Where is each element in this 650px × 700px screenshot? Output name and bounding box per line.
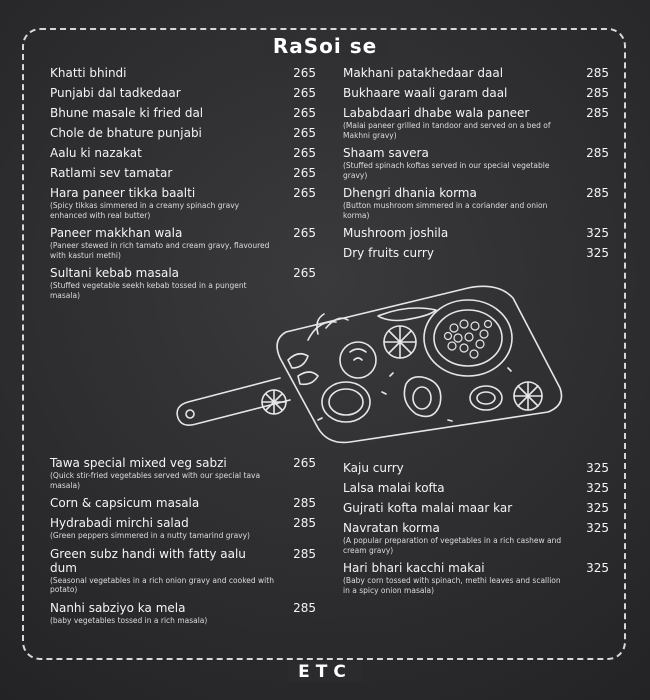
menu-item xyxy=(343,86,611,100)
menu-item-name: Navratan korma xyxy=(343,521,440,535)
menu-item xyxy=(343,561,611,595)
menu-item xyxy=(343,186,611,220)
menu-item-price: 285 xyxy=(293,546,316,561)
menu-item-description: (Stuffed vegetable seekh kebab tossed in a pungent masala) xyxy=(50,281,247,300)
menu-item xyxy=(50,86,318,100)
menu-item-description: (Malai paneer grilled in tandoor and served on a bed of Makhni gravy) xyxy=(343,121,551,140)
menu-item-description: (Quick stir-fried vegetables served with our special tava masala) xyxy=(50,471,261,490)
menu-item-description: (Button mushroom simmered in a coriander and onion korma) xyxy=(343,201,548,220)
menu-item-name: Bhune masale ki fried dal xyxy=(50,106,204,120)
menu-item-name: Hydrabadi mirchi salad xyxy=(50,516,189,530)
menu-item xyxy=(50,106,318,120)
menu-item-name: Sultani kebab masala xyxy=(50,266,180,280)
menu-column-left-bottom xyxy=(50,456,318,631)
menu-item xyxy=(343,501,611,515)
menu-item-description: (A popular preparation of vegetables in a rich cashew and cream gravy) xyxy=(343,536,562,555)
menu-item-price: 325 xyxy=(586,461,609,475)
title-wrap xyxy=(0,34,650,58)
menu-item-name: Hara paneer tikka baalti xyxy=(50,186,196,200)
menu-item-name: Ratlami sev tamatar xyxy=(50,166,173,180)
menu-item xyxy=(343,146,611,180)
menu-item-price: 265 xyxy=(293,146,316,160)
menu-item xyxy=(50,456,318,490)
menu-item-name: Makhani patakhedaar daal xyxy=(343,66,504,80)
menu-column-left-top xyxy=(50,66,318,306)
menu-item-description: (Seasonal vegetables in a rich onion gravy and cooked with potato) xyxy=(50,575,274,594)
menu-item-name: Lalsa malai kofta xyxy=(343,481,445,495)
menu-item xyxy=(50,126,318,140)
menu-item xyxy=(343,481,611,495)
menu-column-right-top xyxy=(343,66,611,266)
menu-item-name: Kaju curry xyxy=(343,461,404,475)
menu-item-description: (Green peppers simmered in a nutty tamarind gravy) xyxy=(50,531,250,540)
menu-item-price: 285 xyxy=(586,66,609,80)
menu-item-description: (baby vegetables tossed in a rich masala) xyxy=(50,615,208,625)
menu-item-price: 285 xyxy=(293,600,316,615)
menu-item-price: 325 xyxy=(586,481,609,495)
menu-item-name: Dhengri dhania korma xyxy=(343,186,477,200)
footer-text: ETC xyxy=(288,662,362,682)
menu-item xyxy=(50,601,318,626)
menu-item xyxy=(50,496,318,510)
menu-item-name: Punjabi dal tadkedaar xyxy=(50,86,181,100)
menu-item xyxy=(50,146,318,160)
menu-item-price: 265 xyxy=(293,456,316,470)
menu-column-right-bottom xyxy=(343,461,611,601)
menu-item xyxy=(50,516,318,541)
footer xyxy=(0,662,650,682)
menu-item-name: Chole de bhature punjabi xyxy=(50,126,202,140)
menu-item-name: Dry fruits curry xyxy=(343,246,434,260)
menu-item-description: (Paneer stewed in rich tamato and cream gravy, flavoured with kasturi methi) xyxy=(50,241,270,260)
menu-item-price: 325 xyxy=(586,501,609,515)
menu-item xyxy=(50,547,318,595)
menu-item-name: Shaam savera xyxy=(343,146,429,160)
menu-item-price: 325 xyxy=(586,246,609,260)
menu-item-description: (Baby corn tossed with spinach, methi leaves and scallion in a spicy onion masala) xyxy=(343,576,561,595)
menu-item-price: 265 xyxy=(293,86,316,100)
menu-item xyxy=(50,226,318,260)
menu-item-name: Mushroom joshila xyxy=(343,226,449,240)
menu-item-price: 265 xyxy=(293,226,316,240)
menu-item-price: 325 xyxy=(586,226,609,240)
menu-item-price: 265 xyxy=(293,126,316,140)
menu-item-name: Lababdaari dhabe wala paneer xyxy=(343,106,530,120)
menu-item xyxy=(343,106,611,140)
menu-item-description: (Spicy tikkas simmered in a creamy spinach gravy enhanced with real butter) xyxy=(50,201,240,220)
menu-item xyxy=(343,226,611,240)
menu-title: RaSoi se xyxy=(263,34,387,58)
menu-item-price: 265 xyxy=(293,266,316,280)
menu-item-price: 325 xyxy=(586,521,609,535)
menu-item-name: Hari bhari kacchi makai xyxy=(343,561,485,575)
menu-item-price: 285 xyxy=(586,106,609,120)
food-board-illustration xyxy=(168,280,566,445)
menu-item-price: 325 xyxy=(586,561,609,575)
menu-item-price: 265 xyxy=(293,106,316,120)
menu-item xyxy=(50,66,318,80)
menu-item-price: 265 xyxy=(293,166,316,180)
menu-item-price: 285 xyxy=(586,186,609,200)
menu-item xyxy=(343,66,611,80)
menu-item-price: 265 xyxy=(293,186,316,200)
menu-item-name: Paneer makkhan wala xyxy=(50,226,183,240)
menu-item-price: 285 xyxy=(293,496,316,510)
menu-item-name: Green subz handi with fatty aalu dum xyxy=(50,546,246,575)
menu-item-name: Corn & capsicum masala xyxy=(50,496,200,510)
menu-item-name: Bukhaare waali garam daal xyxy=(343,86,508,100)
menu-item-name: Nanhi sabziyo ka mela xyxy=(50,600,186,615)
menu-item-name: Khatti bhindi xyxy=(50,66,127,80)
menu-item xyxy=(343,246,611,260)
menu-item-name: Gujrati kofta malai maar kar xyxy=(343,501,513,515)
menu-item-name: Tawa special mixed veg sabzi xyxy=(50,456,227,470)
menu-item-price: 285 xyxy=(586,86,609,100)
menu-item-description: (Stuffed spinach koftas served in our special vegetable gravy) xyxy=(343,161,550,180)
menu-item xyxy=(343,461,611,475)
menu-item xyxy=(50,186,318,220)
menu-item xyxy=(343,521,611,555)
menu-item-price: 285 xyxy=(586,146,609,160)
menu-item xyxy=(50,166,318,180)
menu-item-price: 265 xyxy=(293,66,316,80)
menu-item-price: 285 xyxy=(293,516,316,530)
menu-item-name: Aalu ki nazakat xyxy=(50,146,142,160)
